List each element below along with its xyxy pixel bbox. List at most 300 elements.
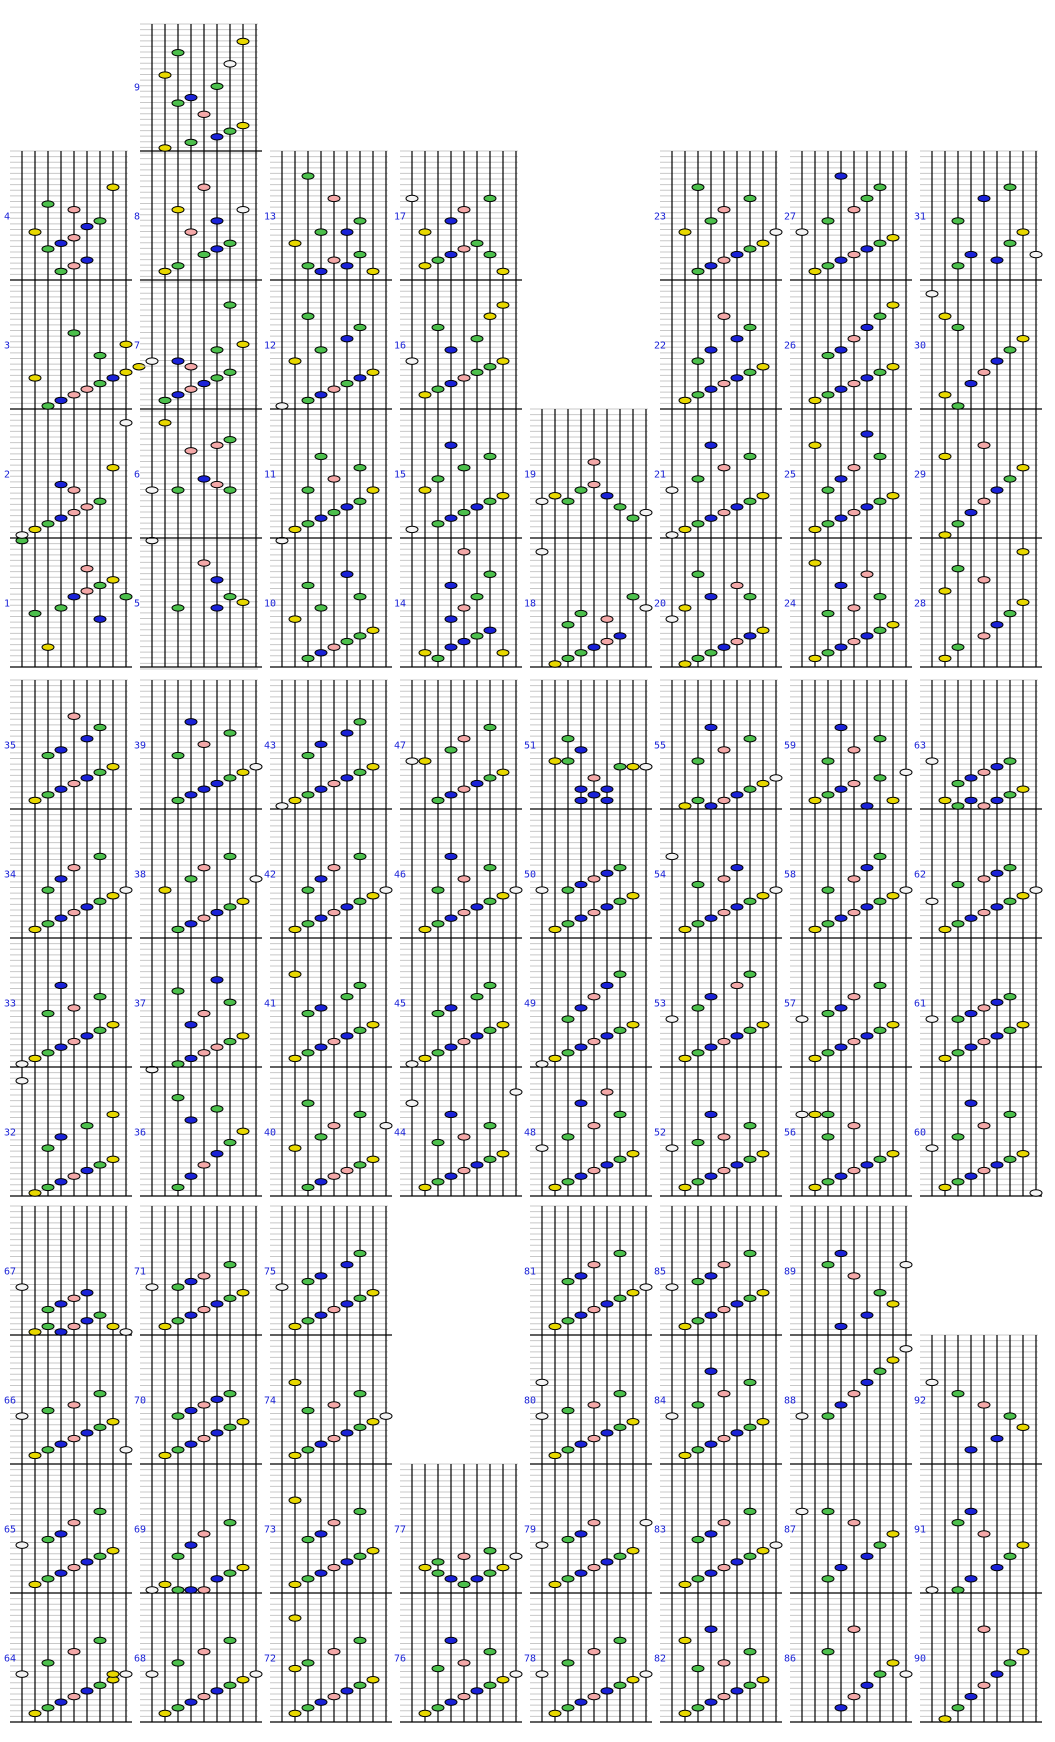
ellipse-note-icon [809, 1055, 821, 1061]
ellipse-note-icon [718, 206, 730, 212]
ellipse-note-icon [315, 453, 327, 459]
ellipse-note-icon [94, 380, 106, 386]
ellipse-note-icon [939, 532, 951, 538]
ellipse-note-icon [172, 1587, 184, 1593]
ellipse-note-icon [354, 218, 366, 224]
ellipse-note-icon [302, 397, 314, 403]
ellipse-note-icon [289, 1615, 301, 1621]
ellipse-note-icon [16, 1413, 28, 1419]
ellipse-note-icon [731, 982, 743, 988]
ellipse-note-icon [692, 1402, 704, 1408]
ellipse-note-icon [601, 904, 613, 910]
ellipse-note-icon [432, 797, 444, 803]
ellipse-note-icon [679, 661, 691, 667]
ellipse-note-icon [94, 616, 106, 622]
ellipse-note-icon [861, 904, 873, 910]
ellipse-note-icon [887, 1022, 899, 1028]
ellipse-note-icon [432, 921, 444, 927]
ellipse-note-icon [718, 1038, 730, 1044]
ellipse-note-icon [354, 593, 366, 599]
ellipse-note-icon [718, 747, 730, 753]
ellipse-note-icon [94, 1553, 106, 1559]
ellipse-note-icon [822, 1413, 834, 1419]
ellipse-note-icon [29, 526, 41, 532]
ellipse-note-icon [68, 263, 80, 269]
ellipse-note-icon [55, 1699, 67, 1705]
ellipse-note-icon [211, 481, 223, 487]
ellipse-note-icon [432, 1570, 444, 1576]
ellipse-note-icon [744, 1027, 756, 1033]
ellipse-note-icon [341, 1033, 353, 1039]
ellipse-note-icon [731, 504, 743, 510]
ellipse-note-icon [718, 464, 730, 470]
ellipse-note-icon [757, 1022, 769, 1028]
ellipse-note-icon [1017, 464, 1029, 470]
ellipse-note-icon [484, 724, 496, 730]
measure-number: 88 [784, 1395, 797, 1407]
ellipse-note-icon [172, 358, 184, 364]
ellipse-note-icon [237, 599, 249, 605]
ellipse-note-icon [978, 633, 990, 639]
ellipse-note-icon [835, 1173, 847, 1179]
ellipse-note-icon [237, 1564, 249, 1570]
ellipse-note-icon [887, 797, 899, 803]
ellipse-note-icon [315, 915, 327, 921]
ellipse-note-icon [29, 1581, 41, 1587]
ellipse-note-icon [419, 758, 431, 764]
ellipse-note-icon [211, 605, 223, 611]
ellipse-note-icon [42, 1010, 54, 1016]
ellipse-note-icon [822, 610, 834, 616]
ellipse-note-icon [718, 257, 730, 263]
ellipse-note-icon [484, 1122, 496, 1128]
ellipse-note-icon [419, 392, 431, 398]
ellipse-note-icon [315, 1273, 327, 1279]
ellipse-note-icon [575, 1273, 587, 1279]
ellipse-note-icon [172, 100, 184, 106]
ellipse-note-icon [315, 268, 327, 274]
ellipse-note-icon [848, 380, 860, 386]
ellipse-note-icon [432, 521, 444, 527]
ellipse-note-icon [614, 1250, 626, 1256]
ellipse-note-icon [198, 864, 210, 870]
ellipse-note-icon [978, 1005, 990, 1011]
ellipse-note-icon [315, 229, 327, 235]
ellipse-note-icon [939, 1055, 951, 1061]
ellipse-note-icon [68, 330, 80, 336]
ellipse-note-icon [172, 49, 184, 55]
ellipse-note-icon [315, 1531, 327, 1537]
ellipse-note-icon [874, 593, 886, 599]
measure-column-18 [134, 1206, 262, 1722]
ellipse-note-icon [692, 184, 704, 190]
measure-number: 48 [524, 1127, 537, 1139]
ellipse-note-icon [315, 876, 327, 882]
ellipse-note-icon [94, 1162, 106, 1168]
measure-number: 33 [4, 998, 17, 1010]
ellipse-note-icon [978, 1682, 990, 1688]
ellipse-note-icon [497, 358, 509, 364]
ellipse-note-icon [861, 1682, 873, 1688]
ellipse-note-icon [562, 1576, 574, 1582]
measure-number: 86 [784, 1653, 797, 1665]
ellipse-note-icon [367, 1548, 379, 1554]
ellipse-note-icon [744, 1295, 756, 1301]
ellipse-note-icon [458, 1134, 470, 1140]
ellipse-note-icon [211, 83, 223, 89]
ellipse-note-icon [822, 352, 834, 358]
ellipse-note-icon [809, 926, 821, 932]
ellipse-note-icon [328, 195, 340, 201]
ellipse-note-icon [107, 375, 119, 381]
ellipse-note-icon [679, 1581, 691, 1587]
ellipse-note-icon [809, 1184, 821, 1190]
ellipse-note-icon [302, 173, 314, 179]
measure-number: 11 [264, 469, 277, 481]
ellipse-note-icon [302, 1010, 314, 1016]
ellipse-note-icon [185, 139, 197, 145]
ellipse-note-icon [302, 752, 314, 758]
ellipse-note-icon [874, 498, 886, 504]
ellipse-note-icon [81, 775, 93, 781]
ellipse-note-icon [731, 1033, 743, 1039]
ellipse-note-icon [874, 369, 886, 375]
measure-number: 38 [134, 869, 147, 881]
ellipse-note-icon [952, 218, 964, 224]
ellipse-note-icon [302, 887, 314, 893]
ellipse-note-icon [549, 1323, 561, 1329]
ellipse-note-icon [718, 1519, 730, 1525]
ellipse-note-icon [757, 1419, 769, 1425]
ellipse-note-icon [445, 347, 457, 353]
ellipse-note-icon [848, 1167, 860, 1173]
ellipse-note-icon [770, 887, 782, 893]
ellipse-note-icon [848, 509, 860, 515]
ellipse-note-icon [250, 876, 262, 882]
measure-number: 27 [784, 211, 797, 223]
ellipse-note-icon [367, 369, 379, 375]
ellipse-note-icon [42, 792, 54, 798]
ellipse-note-icon [484, 1682, 496, 1688]
ellipse-note-icon [380, 887, 392, 893]
measure-number: 68 [134, 1653, 147, 1665]
ellipse-note-icon [224, 1261, 236, 1267]
ellipse-note-icon [42, 644, 54, 650]
ellipse-note-icon [224, 1390, 236, 1396]
ellipse-note-icon [692, 476, 704, 482]
measure-number: 91 [914, 1524, 927, 1536]
ellipse-note-icon [68, 1038, 80, 1044]
ellipse-note-icon [289, 526, 301, 532]
ellipse-note-icon [315, 1699, 327, 1705]
measure-number: 84 [654, 1395, 667, 1407]
ellipse-note-icon [185, 1441, 197, 1447]
ellipse-note-icon [588, 1435, 600, 1441]
ellipse-note-icon [1004, 993, 1016, 999]
ellipse-note-icon [692, 268, 704, 274]
ellipse-note-icon [367, 764, 379, 770]
ellipse-note-icon [952, 1050, 964, 1056]
measure-column-11 [264, 680, 392, 1196]
ellipse-note-icon [29, 1329, 41, 1335]
ellipse-note-icon [627, 893, 639, 899]
ellipse-note-icon [705, 386, 717, 392]
ellipse-note-icon [614, 764, 626, 770]
ellipse-note-icon [549, 493, 561, 499]
ellipse-note-icon [198, 1435, 210, 1441]
ellipse-note-icon [185, 792, 197, 798]
ellipse-note-icon [315, 1312, 327, 1318]
ellipse-note-icon [601, 982, 613, 988]
measure-number: 24 [784, 598, 797, 610]
ellipse-note-icon [874, 1542, 886, 1548]
ellipse-note-icon [29, 610, 41, 616]
ellipse-note-icon [770, 229, 782, 235]
ellipse-note-icon [81, 1290, 93, 1296]
ellipse-note-icon [211, 1430, 223, 1436]
ellipse-note-icon [640, 509, 652, 515]
ellipse-note-icon [952, 1587, 964, 1593]
measure-number: 59 [784, 740, 797, 752]
ellipse-note-icon [172, 1705, 184, 1711]
ellipse-note-icon [575, 487, 587, 493]
ellipse-note-icon [705, 915, 717, 921]
ellipse-note-icon [55, 1531, 67, 1537]
ellipse-note-icon [991, 1162, 1003, 1168]
measure-number: 23 [654, 211, 667, 223]
ellipse-note-icon [354, 853, 366, 859]
ellipse-note-icon [55, 515, 67, 521]
ellipse-note-icon [484, 453, 496, 459]
ellipse-note-icon [510, 1553, 522, 1559]
ellipse-note-icon [991, 487, 1003, 493]
measure-number: 69 [134, 1524, 147, 1536]
ellipse-note-icon [328, 386, 340, 392]
ellipse-note-icon [458, 1038, 470, 1044]
ellipse-note-icon [367, 1022, 379, 1028]
ellipse-note-icon [588, 775, 600, 781]
ellipse-note-icon [562, 1318, 574, 1324]
ellipse-note-icon [549, 1581, 561, 1587]
ellipse-note-icon [341, 1301, 353, 1307]
ellipse-note-icon [198, 476, 210, 482]
ellipse-note-icon [796, 1111, 808, 1117]
measure-number: 13 [264, 211, 277, 223]
ellipse-note-icon [926, 291, 938, 297]
ellipse-note-icon [445, 792, 457, 798]
ellipse-note-icon [861, 1312, 873, 1318]
ellipse-note-icon [302, 1278, 314, 1284]
ellipse-note-icon [341, 1261, 353, 1267]
ellipse-note-icon [562, 498, 574, 504]
ellipse-note-icon [68, 487, 80, 493]
ellipse-note-icon [1017, 549, 1029, 555]
ellipse-note-icon [29, 1452, 41, 1458]
ellipse-note-icon [601, 1162, 613, 1168]
ellipse-note-icon [978, 577, 990, 583]
ellipse-note-icon [172, 1413, 184, 1419]
ellipse-note-icon [692, 758, 704, 764]
ellipse-note-icon [354, 1682, 366, 1688]
measure-number: 80 [524, 1395, 537, 1407]
ellipse-note-icon [211, 577, 223, 583]
ellipse-note-icon [1004, 864, 1016, 870]
measure-number: 79 [524, 1524, 537, 1536]
ellipse-note-icon [29, 797, 41, 803]
ellipse-note-icon [237, 38, 249, 44]
ellipse-note-icon [224, 487, 236, 493]
ellipse-note-icon [42, 403, 54, 409]
ellipse-note-icon [445, 644, 457, 650]
ellipse-note-icon [302, 1050, 314, 1056]
ellipse-note-icon [744, 1553, 756, 1559]
ellipse-note-icon [367, 1156, 379, 1162]
ellipse-note-icon [861, 195, 873, 201]
ellipse-note-icon [211, 1688, 223, 1694]
ellipse-note-icon [81, 504, 93, 510]
ellipse-note-icon [1004, 476, 1016, 482]
ellipse-note-icon [926, 758, 938, 764]
ellipse-note-icon [172, 1553, 184, 1559]
ellipse-note-icon [978, 1402, 990, 1408]
ellipse-note-icon [185, 1022, 197, 1028]
ellipse-note-icon [198, 251, 210, 257]
ellipse-note-icon [939, 1184, 951, 1190]
ellipse-note-icon [107, 893, 119, 899]
ellipse-note-icon [835, 386, 847, 392]
ellipse-note-icon [315, 1044, 327, 1050]
ellipse-note-icon [614, 633, 626, 639]
ellipse-note-icon [1030, 251, 1042, 257]
ellipse-note-icon [16, 1542, 28, 1548]
ellipse-note-icon [835, 724, 847, 730]
measure-number: 14 [394, 598, 407, 610]
ellipse-note-icon [94, 498, 106, 504]
ellipse-note-icon [705, 650, 717, 656]
ellipse-note-icon [302, 1576, 314, 1582]
ellipse-note-icon [68, 1005, 80, 1011]
ellipse-note-icon [406, 758, 418, 764]
ellipse-note-icon [42, 1536, 54, 1542]
ellipse-note-icon [484, 775, 496, 781]
ellipse-note-icon [29, 229, 41, 235]
ellipse-note-icon [679, 926, 691, 932]
ellipse-note-icon [68, 713, 80, 719]
ellipse-note-icon [328, 644, 340, 650]
ellipse-note-icon [42, 752, 54, 758]
ellipse-note-icon [822, 392, 834, 398]
ellipse-note-icon [874, 853, 886, 859]
ellipse-note-icon [822, 1111, 834, 1117]
ellipse-note-icon [419, 1055, 431, 1061]
ellipse-note-icon [822, 487, 834, 493]
ellipse-note-icon [211, 1151, 223, 1157]
ellipse-note-icon [835, 1402, 847, 1408]
ellipse-note-icon [536, 498, 548, 504]
ellipse-note-icon [68, 1402, 80, 1408]
measure-number: 21 [654, 469, 667, 481]
ellipse-note-icon [744, 1122, 756, 1128]
ellipse-note-icon [575, 1173, 587, 1179]
ellipse-note-icon [731, 864, 743, 870]
ellipse-note-icon [744, 1648, 756, 1654]
ellipse-note-icon [588, 1648, 600, 1654]
ellipse-note-icon [848, 909, 860, 915]
ellipse-note-icon [341, 993, 353, 999]
ellipse-note-icon [341, 1430, 353, 1436]
ellipse-note-icon [679, 1184, 691, 1190]
ellipse-note-icon [705, 1312, 717, 1318]
ellipse-note-icon [55, 481, 67, 487]
ellipse-note-icon [94, 582, 106, 588]
ellipse-note-icon [835, 1044, 847, 1050]
measure-number: 36 [134, 1127, 147, 1139]
ellipse-note-icon [211, 246, 223, 252]
ellipse-note-icon [666, 1145, 678, 1151]
ellipse-note-icon [224, 1424, 236, 1430]
ellipse-note-icon [445, 218, 457, 224]
ellipse-note-icon [757, 493, 769, 499]
measure-number: 5 [134, 598, 141, 610]
ellipse-note-icon [874, 240, 886, 246]
measure-number: 49 [524, 998, 537, 1010]
ellipse-note-icon [614, 1156, 626, 1162]
ellipse-note-icon [341, 775, 353, 781]
ellipse-note-icon [120, 369, 132, 375]
ellipse-note-icon [354, 324, 366, 330]
ellipse-note-icon [315, 741, 327, 747]
ellipse-note-icon [250, 1671, 262, 1677]
ellipse-note-icon [679, 803, 691, 809]
ellipse-note-icon [796, 229, 808, 235]
ellipse-note-icon [42, 521, 54, 527]
measure-number: 35 [4, 740, 17, 752]
ellipse-note-icon [237, 898, 249, 904]
ellipse-note-icon [627, 1151, 639, 1157]
ellipse-note-icon [302, 792, 314, 798]
ellipse-note-icon [848, 1519, 860, 1525]
ellipse-note-icon [302, 1447, 314, 1453]
ellipse-note-icon [94, 352, 106, 358]
ellipse-note-icon [42, 1660, 54, 1666]
ellipse-note-icon [341, 380, 353, 386]
ellipse-note-icon [419, 1710, 431, 1716]
ellipse-note-icon [1030, 1190, 1042, 1196]
ellipse-note-icon [874, 1027, 886, 1033]
ellipse-note-icon [471, 369, 483, 375]
ellipse-note-icon [42, 1576, 54, 1582]
measure-number: 8 [134, 211, 141, 223]
ellipse-note-icon [289, 1323, 301, 1329]
ellipse-note-icon [640, 1519, 652, 1525]
ellipse-note-icon [718, 380, 730, 386]
measure-column-9 [4, 680, 132, 1196]
ellipse-note-icon [445, 1173, 457, 1179]
ellipse-note-icon [302, 921, 314, 927]
ellipse-note-icon [692, 655, 704, 661]
ellipse-note-icon [952, 881, 964, 887]
measure-number: 43 [264, 740, 277, 752]
ellipse-note-icon [718, 1390, 730, 1396]
measure-number: 1 [4, 598, 11, 610]
ellipse-note-icon [185, 386, 197, 392]
ellipse-note-icon [861, 1379, 873, 1385]
ellipse-note-icon [744, 195, 756, 201]
ellipse-note-icon [497, 1677, 509, 1683]
measure-column-22 [654, 1206, 782, 1722]
ellipse-note-icon [835, 515, 847, 521]
ellipse-note-icon [55, 747, 67, 753]
